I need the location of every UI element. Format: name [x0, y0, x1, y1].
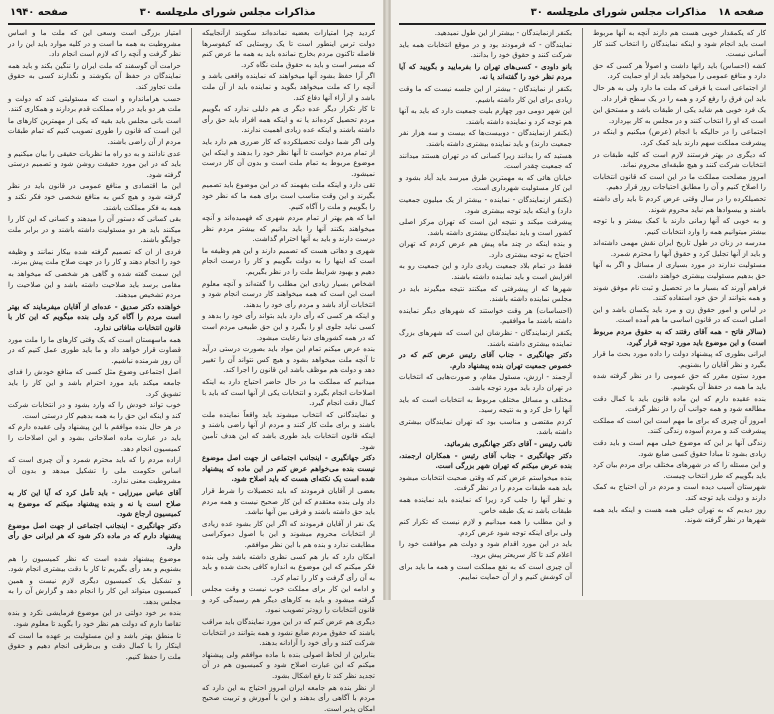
- text-paragraph: یکنفر ازنمایندگان - نظرشان این است که شهرهای بزرگ نماینده بیشتری داشته باشند.: [399, 328, 572, 348]
- publication-title: مذاکرات مجلس شورای ملی: [568, 7, 707, 18]
- right-page: [390, 0, 774, 600]
- text-paragraph: امروز مصلحت مملکت ما در این است که قانون انتخابات را اصلاح کنیم و آن را مطابق احتیاجات روز قرار دهیم.: [593, 171, 766, 192]
- speaker-paragraph: نائب رئیس - آقای دکتر جهانگیری بفرمائید.: [444, 438, 572, 448]
- text-paragraph: موضوع پیشنهاد شده است که نظر کمیسیون را هم بشنویم و بعد رأی بگیریم تا کار با دقت بیشتری انجام شود.: [8, 553, 181, 574]
- column-right: [202, 28, 375, 713]
- text-paragraph: تا منطق بهتر باشد و این مسئولیت بر عهده ما است که اینکار را با کمال دقت و بی‌طرفی انجام دهیم و حقوق ملت را حفظ کنیم.: [8, 630, 181, 661]
- text-paragraph: که دیگری در بهتر فرستند لازم است که کلیه طبقات در انتخابات شرکت کنند و هیچ طبقه‌ای محروم نماند.: [593, 149, 766, 170]
- column-divider: [191, 28, 192, 596]
- text-paragraph: تقی دارد و اینکه ملت بفهمند که در این موضوع باید تصمیم بگیرند و این وقت مناسب است برای همه ما که نظر خود را بگوییم و ملت را آگاه کنیم.: [202, 180, 375, 211]
- text-paragraph: اراده مردم را که باید محترم شمرد و آن چیزی است که اساس حکومت ملی را تشکیل میدهد و بدون آن مشروطیت معنی ندارد.: [8, 455, 181, 486]
- text-paragraph: شهری و دهاتی هست که تصمیم دارند و این هم وظیفه ما است که اینها را به دولت بگوییم و کار را درست انجام دهیم و بهبود شرایط ملت را در نظر بگیریم.: [202, 245, 375, 277]
- text-paragraph: این شهر دومی دور چهارم بلیت جمعیت دارد که باید به آنها هم توجه کرد و نماینده داشته باشند.: [399, 106, 572, 126]
- text-paragraph: مختلف و مسائل مختلف مربوط به انتخابات است که باید آنها را حل کرد و به نتیجه رسید.: [399, 394, 572, 415]
- text-paragraph: همه ماسهستان است که یک وقتی کارهای ما را ملت مورد قضاوت قرار خواهد داد و ما باید طوری عمل کنیم که در آن روز شرمنده نباشیم.: [8, 334, 181, 365]
- text-paragraph: شهرها که از پیشرفتی که میکنند نتیجه میگیرند باید در مجلس نماینده داشته باشند.: [399, 283, 572, 304]
- text-paragraph: تحصیلکرده را در سال وقتی عرض کردم تا باید رأی داشته باشند و بیسوادها هم نباید محروم شوند.: [593, 193, 766, 214]
- page-number: صفحه ۱۸: [718, 7, 764, 18]
- speaker-paragraph: خواهنده دکتر صدیق - عده‌ای از آقایان میفرمایند که بهتر است مردم را آگاه کرد ولی بنده میگویم که این کار با قانون انتخابات منافاتی ندارد.: [8, 301, 181, 333]
- column-left: [8, 28, 181, 661]
- text-paragraph: بنده عرض میکنم تمام این مواد باید بصورت درستی درآید تا آنچه ملت میخواهد بشود و هیچ کس نتواند آن را تغییر دهد و دولت هم موظف باشد این قانون را اجرا کند.: [202, 344, 375, 375]
- text-paragraph: و این مطلب را همه میدانیم و لازم نیست که تکرار کنم ولی برای اینکه توجه شود عرض کردم.: [399, 517, 572, 537]
- text-paragraph: شهرستان آسیب دیده است و مردم در آن احتیاج به کمک دارند و دولت باید توجه کند.: [593, 482, 766, 502]
- session-number: جلسه ۳۰: [530, 7, 574, 18]
- text-paragraph: اما که هم بهتر از تمام مردم شهری که فهمیده‌اند و آنچه میخواهند بکنند آنها را باید بدانیم که بیشتر مردم نظر درست دارند و باید به آنها احترام گذاشت.: [202, 213, 375, 244]
- text-paragraph: ایرانی بطوری که پیشنهاد دولت را داده مورد بحث ما قرار بگیرد و نظر آقایان را بشنویم.: [593, 349, 766, 369]
- text-paragraph: از نظر بنده هم جامعه ایران امروز احتیاج به این دارد که مردم با آگاهی رأی بدهند و این با آموزش و تربیت صحیح امکان پذیر است.: [202, 682, 375, 713]
- text-paragraph: بعضی از آقایان فرمودند که باید تحصیلات را شرط قرار داد ولی بنده معتقدم که این کار صحیح نیست و همه مردم باید حق داشته باشند و فرقی بین آنها نباشد.: [202, 485, 375, 517]
- text-paragraph: امتیاز بزرگی است وسعی این که ملت ما و اساس مشروطیت به همه ما است و در کلیه موارد باید این را در نظر گرفت و آنچه را که لازم است انجام داد.: [8, 28, 181, 59]
- column-divider: [582, 28, 583, 596]
- text-paragraph: اشخاص بسیار زیادی این مطلب را گفته‌اند و آنچه معلوم است این است که همه میخواهند کار درست انجام شود و انتخابات آزاد باشد و مردم رأی خود را بدهند.: [202, 278, 375, 309]
- speaker-paragraph: بانو داودی - کسی‌های تهران را بفرمایید و بگویید که آیا مردم نظر خود را گفته‌اند یا نه.: [399, 61, 572, 82]
- text-paragraph: و تشکیل یک کمیسیون دیگری لازم نیست و همین کمیسیون میتواند این کار را انجام دهد و گزارش آن را به مجلس بدهد.: [8, 575, 181, 606]
- text-paragraph: از اجتماعی است یا فرقی که ملت ما دارد ولی به هر حال باید این فرق را رفع کرد و همه را در یک سطح قرار داد.: [593, 82, 766, 103]
- text-paragraph: امکان دارد که باز هم کسی نظری داشته باشد ولی بنده فکر میکنم که این موضوع به اندازه کافی بحث شده و باید به آن رأی گرفت و کار را تمام کرد.: [202, 551, 375, 582]
- text-paragraph: مسئولیت ندارند در مورد بسیاری از مسائل و اگر به آنها حق بدهیم مسئولیت بیشتری خواهند داشت.: [593, 260, 766, 281]
- text-paragraph: بنده میخواستم عرض کنم که وقتی صحبت انتخابات میشود باید همه طبقات مردم را در نظر گرفت.: [399, 472, 572, 493]
- text-paragraph: و بنده اینکه در چند ماه پیش هم عرض کردم که تهران احتیاج به توجه بیشتری دارد.: [399, 239, 572, 259]
- text-paragraph: (بکنفر ازنمایندگان - دوبیست‌ها که بیست و سه هزار نفر جمعیت دارند) و باید نماینده بیشتری داشته باشند.: [399, 128, 572, 148]
- session-number: جلسه ۳۰: [139, 7, 183, 18]
- text-paragraph: خیابان هائی که به مهمترین طرق میرسد باید آباد بشود و این کار مسئولیت شهرداری است.: [399, 172, 572, 193]
- text-paragraph: زندگی آنها بر این که موضوع خیلی مهم است و باید دقت زیادی بشود تا مبادا حقوق کسی ضایع شود.: [593, 437, 766, 458]
- text-paragraph: و ادامه این کار برای مملکت خوب نیست و وقت مجلس گرفته میشود و باید به کارهای دیگر هم رسیدگی کرد و قانون انتخابات را زودتر تصویب نمود.: [202, 584, 375, 615]
- text-paragraph: کشه (احساس) باید رانها داشت و اصولاً هر کسی که حق دارد و منافع عمومی را میخواهد باید از او حمایت کرد.: [593, 60, 766, 81]
- text-paragraph: اگر آرا حفظ بشود آنها میخواهند که نماینده واقعی باشد و آنچه را که ملت میخواهد بگوید و نماینده باید از آن ملت باشد و از آراء آنها دفاع کند.: [202, 71, 375, 102]
- text-paragraph: حسب هرامانداره و است که مسئولیتی کند که دولت و ملت هر دو باید در راه مملکت قدم بردارند و همکاری کنند.: [8, 93, 181, 114]
- text-paragraph: و اینکه هر کسی که رأی دارد باید بتواند رأی خود را بدهد و کسی نباید جلوی او را بگیرد و این حق طبیعی مردم است که در همه کشورهای دنیا رعایت میشود.: [202, 311, 375, 342]
- text-paragraph: هستید که را بدانند زیرا کسانی که در تهران هستند میدانند که جمعیت چقدر است.: [399, 150, 572, 171]
- column-left: [399, 28, 572, 596]
- speaker-paragraph: دکتر جهانگیری - جناب آقای رئیس عرض کنم که در خصوص جمعیت تهران بنده پیشنهاد دارم.: [399, 350, 572, 370]
- text-paragraph: این سمت گفته شده و گاهی هر شخصی که میخواهد به مقامی برسد باید صلاحیت داشته باشد و این صلاحیت را مردم تشخیص میدهند.: [8, 269, 181, 300]
- text-paragraph: اجتماعی را در حالیکه با انجام (عرض) میکنیم و اینکه در پیشرفت مملکت سهم دارند باید کمک کرد.: [593, 127, 766, 147]
- text-paragraph: کردم مقتضی و مناسب بود که تهران نمایندگان بیشتری داشته باشد.: [399, 416, 572, 437]
- column-right: [593, 28, 766, 596]
- text-paragraph: بنده بر خود دولتی در این موضوع فرمایشی نکرد و بنده تقاضا دارم که دولت هم نظر خود را بگوید تا معلوم شود.: [8, 608, 181, 629]
- text-paragraph: و این مسئله را که در شهرهای مختلف برای مردم بیان کرد باید بگوییم که طرز انتخاب چیست.: [593, 460, 766, 480]
- text-paragraph: بکنفر از نمایندگان - بیشتر از این جلسه نیست که ما وقت زیادی برای این کار داشته باشیم.: [399, 83, 572, 104]
- text-paragraph: آرجمند - ارزش، مسئول مقام، و صورت‌هایی که انتخابات در تهران دارد باید مورد توجه باشد.: [399, 372, 572, 392]
- text-paragraph: و به خوبی که آنها زمانی دارند با کمک بیشتر و با توجه بیشتر میتوانیم همه را وارد انتخابات کنیم.: [593, 216, 766, 236]
- text-paragraph: بقی کسانی که دستور آن را میدهند و کسانی که این کار را میکنند باید هر دو مسئولیت داشته باشند و در برابر ملت جوابگو باشند.: [8, 214, 181, 245]
- page-header: [399, 3, 766, 25]
- text-paragraph: و نمایندگانی که انتخاب میشوند باید واقعاً نماینده ملت باشند و برای ملت کار کنند و مردم از آنها راضی باشند و اینکه قانون انتخابات باید طوری باشد که این هدف تأمین شود.: [202, 409, 375, 451]
- text-paragraph: بنده عقیده دارم که این ماده قانون باید با کمال دقت مطالعه شود و همه جوانب آن را در نظر گرفت.: [593, 393, 766, 414]
- speaker-paragraph: (سالار فاتح - همه آقای رفتند که به حقوق مردم مربوط است) و این موضوع باید مورد توجه قرار گیرد.: [593, 327, 766, 347]
- text-paragraph: اصل اجتماعی وضوع مثل کسی که منافع خودش را فدای جامعه میکند باید مورد احترام باشد و این کار را باید تشویق کرد.: [8, 367, 181, 398]
- text-columns: [8, 28, 375, 713]
- left-page: [0, 0, 384, 713]
- text-paragraph: بنابراین از لحاظ اصولی بنده با ماده موافقم ولی پیشنهاد میکنم که این عبارت اصلاح شود و کمیسیون هم در آن تجدید نظر کند تا رفع اشکال بشود.: [202, 649, 375, 681]
- text-paragraph: خوب تواند خودش را که وارد بشود و در انتخابات شرکت کند و اینکه این حق را به همه بدهیم کار درستی است.: [8, 400, 181, 420]
- text-paragraph: بکنفر ازنمایندگان - بیشتر از این طول نمیدهید.: [434, 28, 572, 37]
- text-paragraph: فراهم آورند که بسیار ما در تحصیل و ثبت نام موفق شوند و همه بتوانند از حق خود استفاده کنند.: [593, 282, 766, 303]
- text-paragraph: نمایندگان - که فرمودند بود و در موقع انتخابات همه باید شرکت کنند و حقوق خود را بدانند.: [399, 39, 572, 60]
- publication-title: مذاکرات مجلس شورای ملی: [177, 7, 316, 18]
- speaker-paragraph: دکتر جهانگیری - جناب آقای رئیس - همکاران ارجمند، بنده عرض میکنم که تهران شهر بزرگی است.: [399, 450, 572, 471]
- text-paragraph: تا کار تکرار دیگر عده دیگر ی هم دلیلی ندارد که بگوییم مردم تحصیل کرده‌اند یا نه و اینکه همه افراد باید حق رأی داشته باشند و اینکه عده زیادی اهمیت ندارند.: [202, 104, 375, 135]
- text-paragraph: در لباس و امور حقوق زن و مرد باید یکسان باشد و این اصلی است که در قانون اساسی ما هم آمده است.: [593, 304, 766, 325]
- text-paragraph: در هر حال بنده موافقم با این پیشنهاد ولی عقیده دارم که باید در عبارت ماده اصلاحاتی بشود و این اصلاحات را کمیسیون انجام دهد.: [8, 422, 181, 453]
- text-paragraph: روز دیدیم که به تهران خیلی همه هست و اینکه باید همه شهرها در نظر گرفته شوند.: [593, 504, 766, 525]
- text-paragraph: آن چیزی است که به نفع مملکت است و همه ما باید برای آن کوشش کنیم و از آن حمایت نماییم.: [399, 561, 572, 582]
- text-paragraph: است بانی مجلس باید بقیه که یکی از مهمترین کارهای ما این است که قانون را طوری تصویب کنیم که تمام طبقات مردم از آن راضی باشند.: [8, 115, 181, 146]
- text-paragraph: باید در این مورد اقدام شود و دولت هم موافقت خود را اعلام کند تا کار سریعتر پیش برود.: [399, 539, 572, 559]
- text-paragraph: ولی اگر شما دولت تحصیلکرده که کار ضرری هم دارد باید از تمام مردم خواست تا آنها نظر خود را بدهند و اینکه این موضوع مربوط به تمام ملت است و بدون آن کار درست نمیشود.: [202, 136, 375, 178]
- text-paragraph: امروز آن چیزی که برای ما مهم است این است که مملکت پیشرفت کند و مردم آسوده زندگی کنند.: [593, 415, 766, 436]
- text-paragraph: این ما اقتصادی و منافع عمومی در قانون باید در نظر گرفته شود و هیچ کس به منافع شخصی خود فکر نکند و همه به فکر مملکت باشند.: [8, 181, 181, 212]
- text-paragraph: (بکنفر ازنمایندگان - نماینده - بیشتر از یک میلیون جمعیت دارد) و اینکه باید توجه بیشتری شود.: [399, 194, 572, 215]
- speaker-paragraph: آقای عباس میرزایی - باید تأمل کرد که آیا این کار به صلاح است یا نه و بنده پیشنهاد میکنم که موضوع به کمیسیون ارجاع شود.: [8, 487, 181, 519]
- text-paragraph: کردید چرا امتیازات بعضیه نمانده‌اند سکوبند ازآنجاییکه دولت ترس اینطور است تا یک روستایی که کیفوسرها فاصله تاکنون مردم بخارج نمانده باید به همه ما عرض کنم که میسر است و باید به حقوق ملت نگاه کرد.: [202, 28, 375, 69]
- page-header: [8, 3, 375, 25]
- speaker-paragraph: دکتر جهانگیری - اینجانب اجتماعی از جهت اصل موضوع نیست بنده می‌خواهم عرض کنم در این ماده که پیشنهاد شده است یک نکته‌ای هست که باید اصلاح شود.: [202, 453, 375, 484]
- text-paragraph: کار که یکمقدار خوبی هست هم دارند آنچه به آنها مربوط است باید انجام شود و اینکه نمایندگان را انتخاب کنند کار آسانی نیست.: [593, 28, 766, 59]
- speaker-paragraph: دکتر جهانگیری - اینجانب اجتماعی از جهت اصل موضوع پیشنهاد دارم که در ماده ذکر شود که هر ایرانی حق رأی دارد.: [8, 520, 181, 551]
- text-paragraph: فردی از ان که تصمیم گرفته شده بیکار نمانند و وظیفه خود را انجام دهند و کار را در جهت صلاح ملت پیش ببرند.: [8, 246, 181, 267]
- text-paragraph: یک نفر از آقایان فرمودند که اگر این کار بشود عده زیادی از انتخابات محروم میشوند و این با اصول دموکراسی مطابقت ندارد و بنده هم با این نظر موافقم.: [202, 518, 375, 549]
- text-paragraph: میدانیم که مملکت ما در حال حاضر احتیاج دارد به اینکه اصلاحات انجام بگیرد و انتخابات یکی از آنها است که باید با کمال دقت انجام گیرد.: [202, 377, 375, 408]
- text-columns: [399, 28, 766, 596]
- text-paragraph: حرامت آن گوسفند که ملت ایران را ننگین بکند و باید همه نمایندگان در حفظ آن بکوشند و نگذارند کسی به حقوق ملت تجاوز کند.: [8, 60, 181, 91]
- text-paragraph: (احساسات) هر وقت خواستند که شهرهای دیگر نماینده داشته باشند ما موافقیم.: [399, 305, 572, 326]
- page-number: صفحه ۱۹۴۰: [10, 7, 69, 18]
- text-paragraph: فقط در تمام بلاد جمعیت زیادی دارد و این جمعیت رو به افزایش است و باید نماینده داشته باشند.: [399, 261, 572, 282]
- text-paragraph: دیگری هم عرض کنم که در این مورد نمایندگان باید مراقب باشند که حقوق مردم ضایع نشود و همه بتوانند در انتخابات شرکت کنند و رأی خود را آزادانه بدهند.: [202, 617, 375, 648]
- text-paragraph: عدی نادانند و به دو راه ما نظریات حقیقی را بیان میکنیم و باید که در این مورد حقیقت روشن شود و تصمیم درستی گرفته شود.: [8, 148, 181, 179]
- text-paragraph: یک فرد خوبی هم شاید یکی از طبقات باشد و مستحق این است که او را انتخاب کنند و در مجلس به کار بپردازد.: [593, 105, 766, 125]
- text-paragraph: پیشرفت میکند و نتیجه این است که تهران مرکز اصلی کشور است و باید نمایندگان بیشتری داشته باشد.: [399, 217, 572, 237]
- text-paragraph: و نظر آنها را جلب کرد زیرا که نماینده باید نماینده همه طبقات باشد نه یک طبقه خاص.: [399, 494, 572, 515]
- text-paragraph: مورد ستون مقرر که حق عمومی را در نظر گرفته شده باید ما همه در حفظ آن بکوشیم.: [593, 371, 766, 391]
- text-paragraph: مدرسه در زنان در طول تاریخ ایران نقش مهمی داشته‌اند و باید از آنها تجلیل کرد و حقوق آنها را محترم شمرد.: [593, 238, 766, 258]
